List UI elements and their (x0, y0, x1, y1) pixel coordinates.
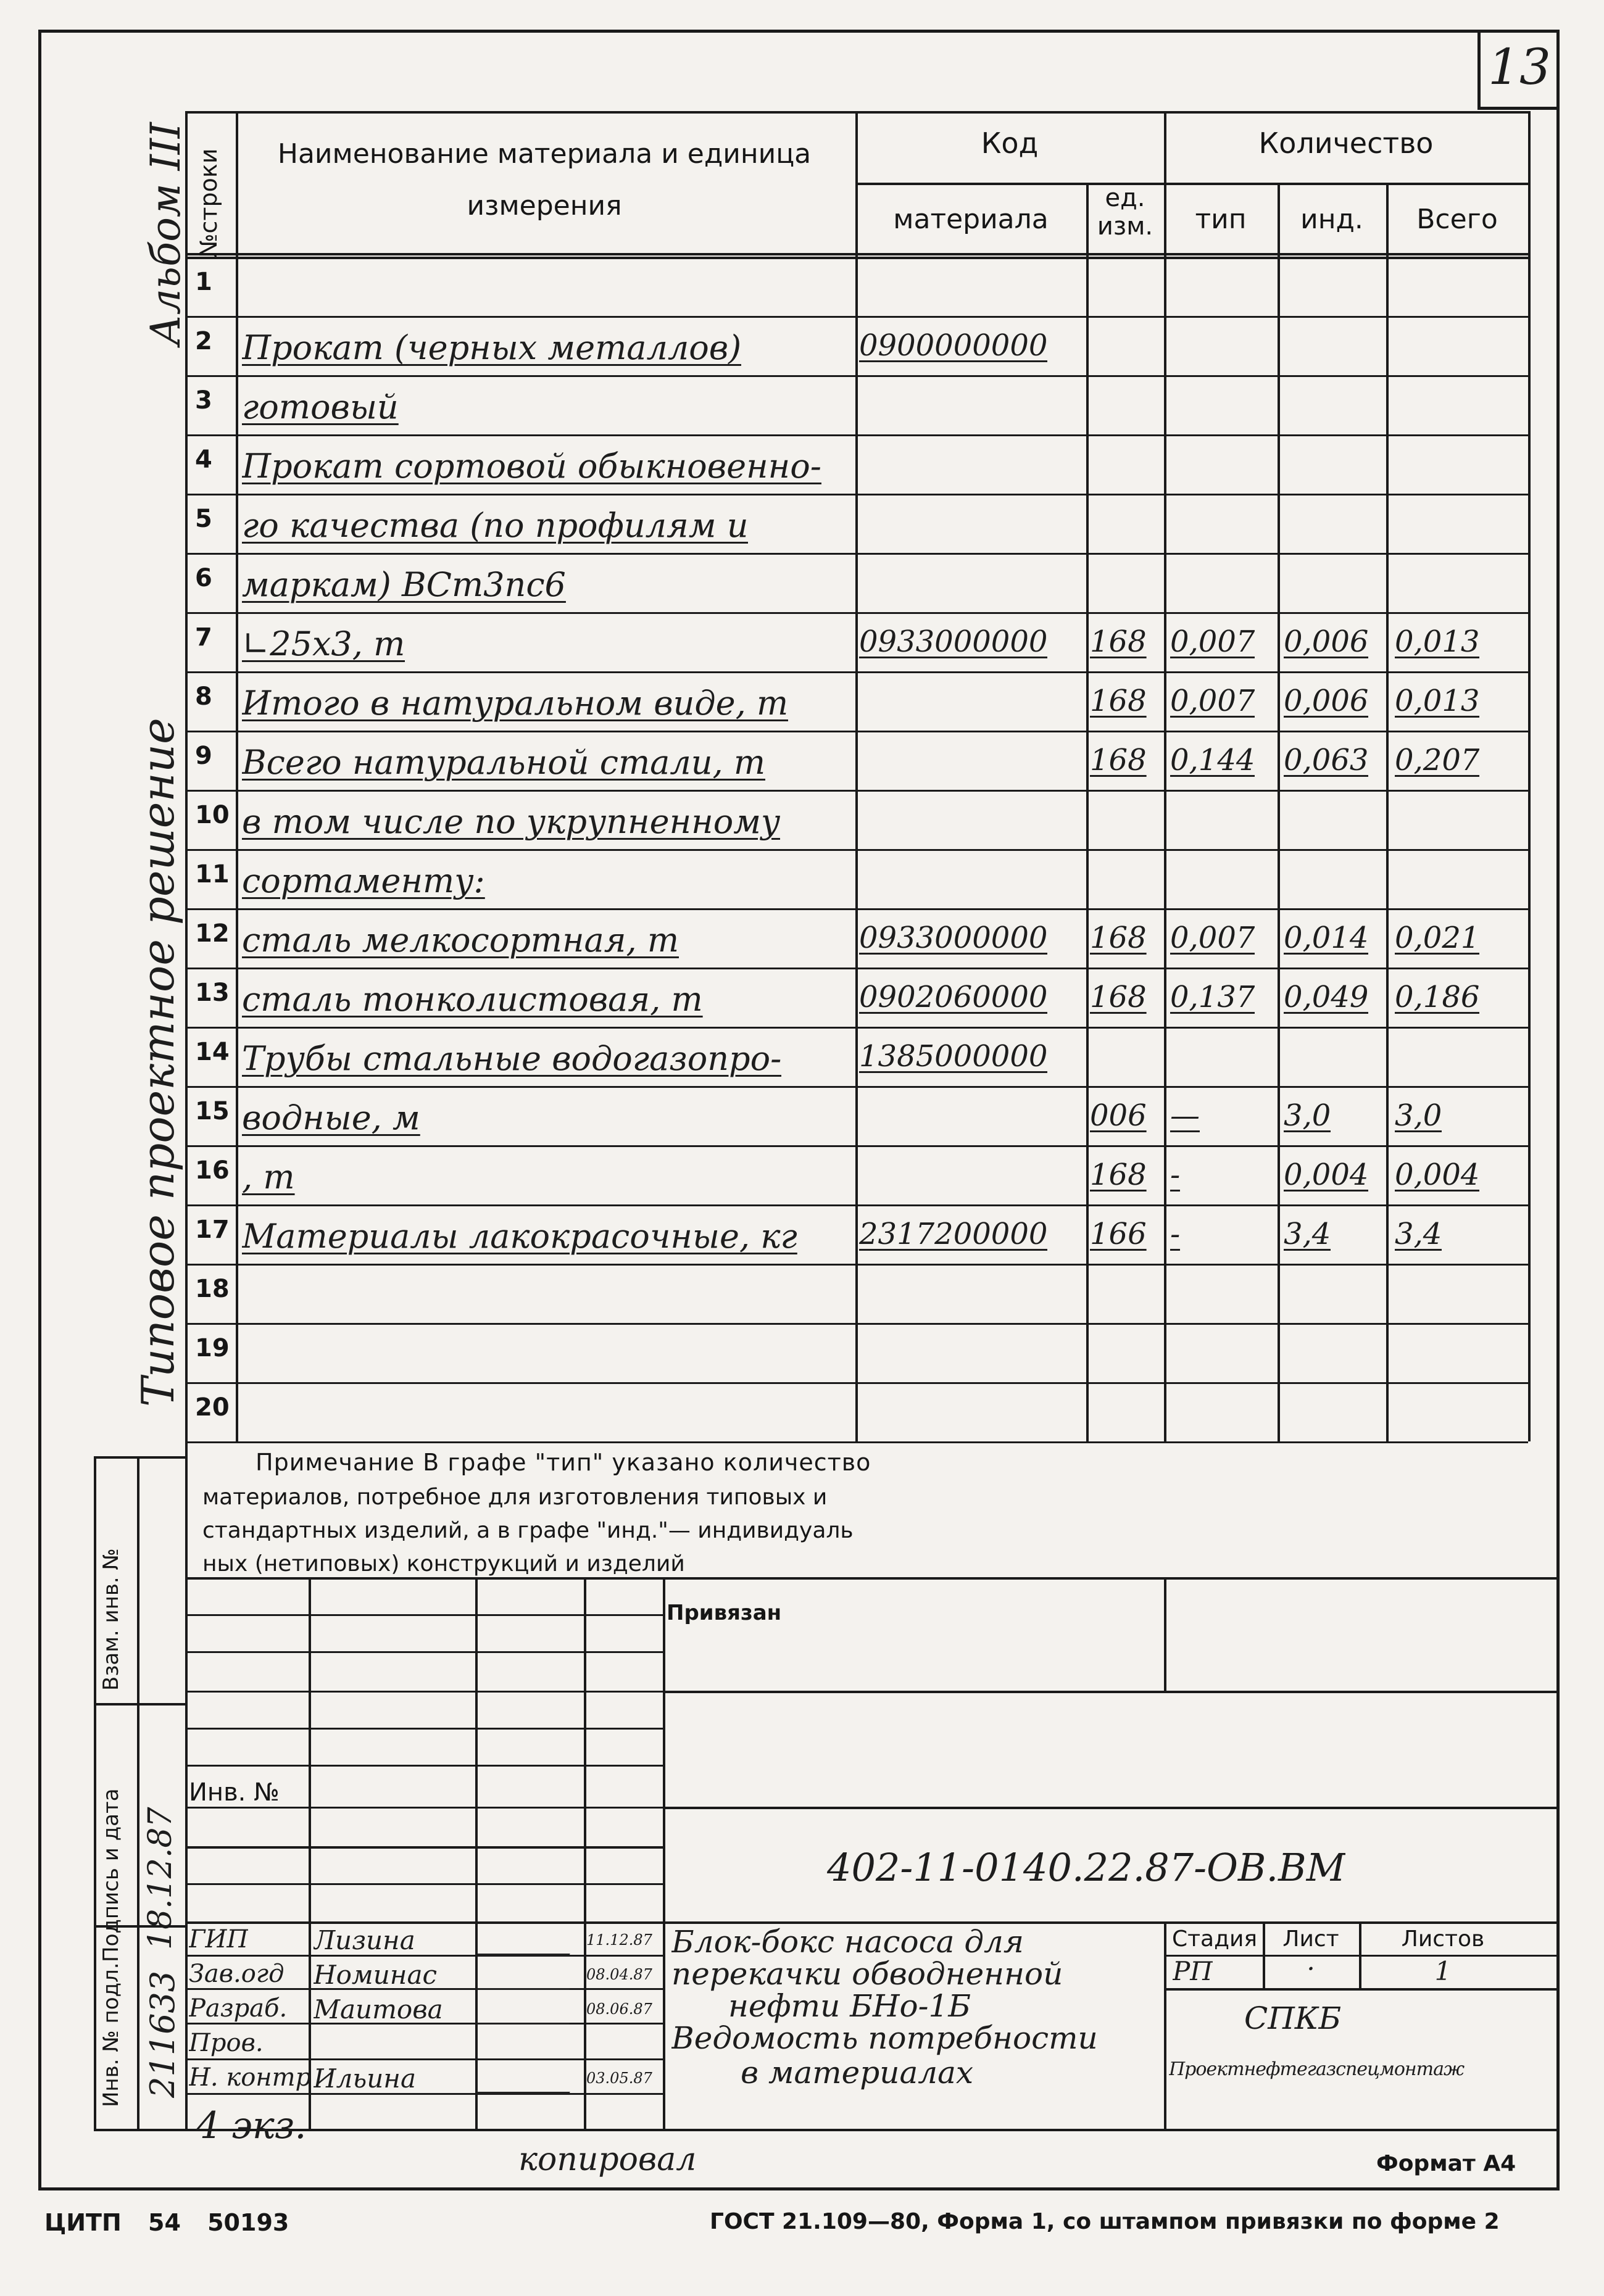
row-name: го качества (по профилям и (242, 506, 749, 545)
row-number: 14 (195, 1038, 230, 1066)
row-number: 4 (195, 446, 212, 474)
row-code: 1385000000 (859, 1039, 1048, 1074)
note-line-3: стандартных изделий, а в графе "инд."— индивидуаль (202, 1518, 854, 1543)
row-number: 2 (195, 327, 212, 355)
row-number: 20 (195, 1393, 230, 1422)
row-type-qty: 0,007 (1170, 624, 1255, 659)
sig-col-line (475, 1577, 478, 2129)
row-ind-qty: 3,0 (1284, 1098, 1331, 1133)
row-total-qty: 3,4 (1395, 1217, 1442, 1251)
footer-right: ГОСТ 21.109—80, Форма 1, со штампом привязки по форме 2 (710, 2209, 1500, 2234)
signer-date: 03.05.87 (586, 2070, 652, 2087)
row-unit: 168 (1090, 1158, 1147, 1192)
sig-row-line (185, 1955, 663, 1957)
code-top-line (663, 1807, 1559, 1809)
sig-row-line (185, 1807, 663, 1809)
privyazan-split-line (1164, 1577, 1166, 1691)
sig-row-line (185, 1691, 663, 1693)
row-number: 3 (195, 386, 212, 415)
signature-mark (477, 1965, 579, 1990)
format-label: Формат А4 (1376, 2151, 1516, 2176)
sig-row-line (185, 1651, 663, 1653)
sig-row-line (185, 1921, 663, 1924)
vzam-inv-label: Взам. инв. № (99, 1548, 123, 1691)
row-name: , т (242, 1158, 295, 1196)
row-code: 0933000000 (859, 921, 1048, 955)
row-name: Трубы стальные водогазопро- (242, 1039, 782, 1078)
row-unit: 168 (1090, 980, 1147, 1014)
header-code-unit-text: ед. изм. (1097, 184, 1153, 241)
strip-div-1 (94, 1703, 186, 1705)
copied-note: копировал (518, 2141, 697, 2178)
signature-mark (477, 1930, 579, 1955)
row-number: 5 (195, 505, 212, 533)
stamp-top-line (185, 1577, 1559, 1580)
col-line (236, 111, 238, 1441)
header-qty-ind: инд. (1300, 204, 1363, 235)
row-name: готовый (242, 388, 399, 426)
row-ind-qty: 0,063 (1284, 743, 1369, 777)
row-number: 9 (195, 742, 212, 770)
row-total-qty: 3,0 (1395, 1098, 1442, 1133)
row-name: маркам) ВСт3пс6 (242, 565, 566, 604)
row-number: 10 (195, 801, 230, 829)
sig-row-line (185, 1846, 663, 1849)
row-total-qty: 0,013 (1395, 624, 1480, 659)
row-line (185, 1441, 1528, 1443)
row-name: в том числе по укрупненному (242, 802, 781, 841)
title-line-1: Блок-бокс насоса для (671, 1924, 1024, 1960)
strip-top-line (94, 1456, 186, 1459)
row-ind-qty: 0,014 (1284, 921, 1369, 955)
col-line (1164, 111, 1166, 1441)
row-type-qty: — (1170, 1098, 1200, 1133)
row-unit: 168 (1090, 624, 1147, 659)
signer-role: Н. контр (189, 2063, 312, 2092)
row-type-qty: - (1170, 1158, 1181, 1192)
sig-row-line (185, 1765, 663, 1767)
signature-mark (477, 2068, 579, 2094)
row-number: 6 (195, 564, 212, 592)
signer-role: Пров. (189, 2029, 264, 2057)
row-unit: 168 (1090, 743, 1147, 777)
sig-row-line (185, 1883, 663, 1885)
header-row-number: №строки (195, 148, 222, 258)
signer-date: 08.06.87 (586, 2000, 652, 2018)
strip-outer-line (94, 1456, 96, 2129)
footer-left: ЦИТП 54 50193 (44, 2209, 289, 2236)
stage-label: Стадия (1171, 1926, 1258, 1952)
title-line-3: нефти БНо-1Б (728, 1988, 971, 2024)
row-number: 18 (195, 1275, 230, 1303)
sheets-label: Листов (1401, 1926, 1485, 1952)
row-name: Прокат сортовой обыкновенно- (242, 447, 821, 486)
row-total-qty: 0,021 (1395, 921, 1480, 955)
col-line (1528, 111, 1531, 1441)
title-line-4: Ведомость потребности (671, 2020, 1098, 2056)
row-number: 15 (195, 1097, 230, 1125)
row-name: сортаменту: (242, 861, 485, 900)
signer-name: Ильина (314, 2063, 416, 2094)
signer-name: Номинас (314, 1960, 438, 1990)
stamp-left-line (185, 1441, 188, 2129)
row-name: Материалы лакокрасочные, кг (242, 1217, 797, 1256)
row-ind-qty: 3,4 (1284, 1217, 1331, 1251)
row-type-qty: 0,007 (1170, 921, 1255, 955)
signer-date: 08.04.87 (586, 1966, 652, 1983)
note-line-4: ных (нетиповых) конструкций и изделий (202, 1551, 685, 1577)
signer-role: Зав.огд (189, 1960, 285, 1988)
row-type-qty: 0,137 (1170, 980, 1255, 1014)
header-code-material: материала (893, 204, 1049, 235)
note-line-2: материалов, потребное для изготовления типовых и (202, 1485, 828, 1510)
sig-row-line (185, 2058, 663, 2060)
project-type-label: Типовое проектное решение (132, 718, 184, 1407)
header-code-unit (1086, 184, 1164, 241)
row-ind-qty: 0,006 (1284, 684, 1369, 718)
col-line (1278, 183, 1280, 1441)
row-name: сталь мелкосортная, т (242, 921, 679, 959)
row-number: 1 (195, 268, 212, 296)
header-qty-total: Всего (1416, 204, 1498, 235)
row-code: 0933000000 (859, 624, 1048, 659)
signer-name: Маитова (314, 1994, 443, 2025)
row-name: Прокат (черных металлов) (242, 328, 742, 367)
org-full: Проектнефтегазспецмонтаж (1169, 2058, 1465, 2080)
sheet-value: · (1307, 1954, 1315, 1984)
podpis-label: Подпись и дата (99, 1788, 123, 1962)
podpis-value: 18.12.87 (142, 1807, 179, 1950)
col-line (1086, 183, 1089, 1441)
row-type-qty: - (1170, 1217, 1181, 1251)
sheet-label: Лист (1282, 1926, 1339, 1952)
row-number: 17 (195, 1216, 230, 1244)
row-total-qty: 0,207 (1395, 743, 1480, 777)
title-line-5: в материалах (741, 2055, 974, 2091)
row-name: сталь тонколистовая, т (242, 980, 703, 1019)
signer-date: 11.12.87 (586, 1931, 652, 1949)
row-code: 0900000000 (859, 328, 1048, 363)
sheet-number: 13 (1488, 38, 1551, 96)
signer-name: Лизина (314, 1925, 415, 1955)
stage-bottom-line (1164, 1988, 1559, 1991)
row-unit: 168 (1090, 921, 1147, 955)
row-type-qty: 0,144 (1170, 743, 1255, 777)
privyazan-bottom-line (663, 1691, 1559, 1693)
sig-row-line (185, 2093, 663, 2095)
row-ind-qty: 0,006 (1284, 624, 1369, 659)
signer-role: ГИП (189, 1925, 249, 1954)
row-unit: 166 (1090, 1217, 1147, 1251)
note-line-1: Примечание В графе "тип" указано количество (256, 1449, 871, 1476)
sig-row-line (185, 1728, 663, 1730)
col-line (185, 111, 188, 1485)
row-code: 0902060000 (859, 980, 1048, 1014)
row-unit: 006 (1090, 1098, 1147, 1133)
inv-podl-label: Инв. № подл. (99, 1962, 123, 2107)
row-type-qty: 0,007 (1170, 684, 1255, 718)
strip-div-2 (94, 1925, 186, 1928)
row-number: 13 (195, 979, 230, 1007)
row-total-qty: 0,004 (1395, 1158, 1480, 1192)
row-number: 19 (195, 1334, 230, 1362)
sig-row-line (185, 1614, 663, 1616)
row-unit: 168 (1090, 684, 1147, 718)
row-number: 8 (195, 682, 212, 711)
row-number: 7 (195, 623, 212, 652)
document-code: 402-11-0140.22.87-ОВ.ВМ (827, 1845, 1346, 1890)
signer-role: Разраб. (189, 1994, 288, 2023)
row-ind-qty: 0,004 (1284, 1158, 1369, 1192)
row-number: 11 (195, 860, 230, 889)
row-name: ∟25х3, т (242, 624, 405, 663)
header-quantity: Количество (1258, 126, 1434, 160)
stage-col-line (1164, 1921, 1166, 2129)
header-name (236, 128, 853, 232)
row-name: водные, м (242, 1098, 420, 1137)
row-name: Итого в натуральном виде, т (242, 684, 789, 723)
sig-col-line (309, 1577, 311, 2129)
stamp-right-line (1557, 1577, 1560, 2129)
privyazan-label: Привязан (667, 1601, 782, 1625)
stage-value: РП (1173, 1956, 1213, 1986)
copies-note: 4 экз. (196, 2104, 307, 2147)
org-short: СПКБ (1244, 2000, 1342, 2036)
row-number: 12 (195, 919, 230, 948)
album-label: Альбом III (142, 122, 189, 346)
inv-no-label: Инв. № (189, 1778, 280, 1807)
row-number: 16 (195, 1156, 230, 1185)
row-name: Всего натуральной стали, т (242, 743, 766, 782)
row-ind-qty: 0,049 (1284, 980, 1369, 1014)
row-total-qty: 0,013 (1395, 684, 1480, 718)
col-line (855, 111, 858, 1441)
col-line (1386, 183, 1389, 1441)
header-name-text: Наименование материала и единица измерения (277, 138, 812, 222)
row-total-qty: 0,186 (1395, 980, 1480, 1014)
inv-podl-value: 211633 (143, 1970, 182, 2098)
row-code: 2317200000 (859, 1217, 1048, 1251)
signature-mark (477, 1999, 579, 2025)
header-code: Код (981, 126, 1039, 160)
title-line-2: перекачки обводненной (671, 1956, 1063, 1992)
header-qty-type: тип (1195, 204, 1247, 235)
sheets-value: 1 (1434, 1956, 1452, 1986)
header-mid-line (855, 183, 1528, 185)
sig-col-line (663, 1577, 665, 2129)
sig-col-line (584, 1577, 586, 2129)
strip-inner-line (137, 1456, 139, 2129)
stamp-bottom-line (94, 2129, 1559, 2131)
